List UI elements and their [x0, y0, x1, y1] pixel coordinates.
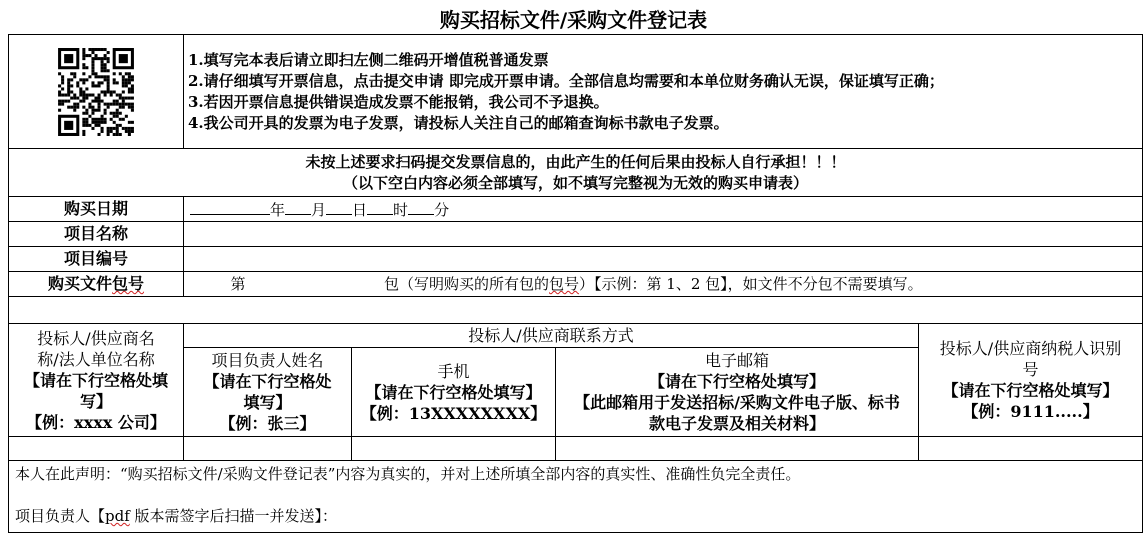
project-number-label: 项目编号	[9, 247, 184, 272]
warning-block	[9, 149, 1143, 197]
bidder-name-input[interactable]	[9, 437, 184, 461]
phone-label: 手机	[437, 361, 470, 381]
qr-code-icon[interactable]	[58, 48, 134, 136]
instruction-item: 1.填写完本表后请立即扫左侧二维码开增值税普通发票	[188, 50, 549, 69]
bidder-name-header	[9, 324, 184, 437]
package-prefix: 第	[230, 275, 246, 293]
minute-unit: 分	[434, 200, 450, 219]
qr-cell	[9, 35, 184, 149]
manager-name-input[interactable]	[184, 437, 352, 461]
warning-line: （以下空白内容必须全部填写，如不填写完整视为无效的购买申请表）	[343, 173, 809, 192]
email-label: 电子邮箱	[704, 351, 769, 370]
signature-line	[15, 505, 1136, 527]
month-unit: 月	[311, 200, 327, 219]
email-note: 款电子发票及相关材料】	[648, 414, 825, 433]
email-header	[556, 348, 919, 437]
purchase-date-field[interactable]	[184, 197, 1143, 222]
signature-prefix: 项目负责人【	[15, 507, 106, 525]
tax-id-example: 【例：9111.....】	[962, 402, 1099, 421]
bidder-name-line: 投标人/供应商名	[37, 328, 155, 348]
instruction-item: 2.请仔细填写开票信息，点击提交申请 即完成开票申请。全部信息均需要和本单位财务确认无误，保证填写正确；	[188, 71, 944, 90]
instructions-block	[184, 35, 1143, 149]
phone-note: 【请在下行空格处填写】	[365, 382, 542, 402]
signature-suffix: 版本需签字后扫描一并发送】：	[129, 507, 338, 525]
bidder-name-example: 【例：xxxx 公司】	[26, 412, 166, 432]
package-word: 包号	[549, 275, 580, 293]
day-unit: 日	[352, 200, 368, 219]
spacer-row	[9, 297, 1143, 324]
project-number-field[interactable]	[184, 247, 1143, 272]
warning-line: 未按上述要求扫码提交发票信息的，由此产生的任何后果由投标人自行承担！！！	[305, 152, 846, 171]
bidder-name-line: 称/法人单位名称	[37, 349, 155, 369]
tax-id-input[interactable]	[919, 437, 1143, 461]
signature-pdf-word: pdf	[105, 507, 130, 525]
project-name-label: 项目名称	[9, 222, 184, 247]
project-name-field[interactable]	[184, 222, 1143, 247]
manager-note: 填写】	[243, 393, 292, 412]
phone-header	[352, 348, 556, 437]
year-unit: 年	[270, 200, 286, 219]
registration-table	[8, 34, 1143, 533]
form-title: 购买招标文件/采购文件登记表	[439, 8, 708, 32]
manager-example: 【例：张三】	[219, 414, 316, 433]
email-note: 【请在下行空格处填写】	[648, 372, 825, 391]
bidder-name-note: 【请在下行空格处填	[23, 370, 168, 390]
tax-id-note: 【请在下行空格处填写】	[942, 381, 1119, 400]
manager-name-header	[184, 348, 352, 437]
purchase-date-label: 购买日期	[9, 197, 184, 222]
package-number-field[interactable]	[184, 272, 1143, 297]
phone-example: 【例：13XXXXXXXX】	[360, 403, 547, 423]
phone-input[interactable]	[352, 437, 556, 461]
tax-id-header	[919, 324, 1143, 437]
tax-id-label: 投标人/供应商纳税人识别	[939, 339, 1122, 358]
hour-unit: 时	[393, 200, 409, 219]
package-suffix: ）【示例：第 1、2 包】，如文件不分包不需要填写。	[579, 275, 923, 293]
declaration-block	[9, 461, 1143, 533]
contact-group-header: 投标人/供应商联系方式	[184, 324, 919, 348]
bidder-name-note: 写】	[79, 391, 112, 411]
tax-id-label: 号	[1022, 360, 1039, 379]
manager-note: 【请在下行空格处	[203, 372, 332, 391]
declaration-statement: 本人在此声明：“购买招标文件/采购文件登记表”内容为真实的，并对上述所填全部内容的真实性、准确性负完全责任。	[15, 465, 801, 483]
email-note: 【此邮箱用于发送招标/采购文件电子版、标书	[574, 393, 900, 412]
manager-label: 项目负责人姓名	[211, 351, 324, 370]
package-mid: 包（写明购买的所有包的	[384, 275, 550, 293]
email-input[interactable]	[556, 437, 919, 461]
instruction-item: 4.我公司开具的发票为电子发票，请投标人关注自己的邮箱查询标书款电子发票。	[188, 113, 729, 132]
package-number-label: 购买文件包号	[9, 272, 184, 297]
instruction-item: 3.若因开票信息提供错误造成发票不能报销，我公司不予退换。	[188, 92, 609, 111]
